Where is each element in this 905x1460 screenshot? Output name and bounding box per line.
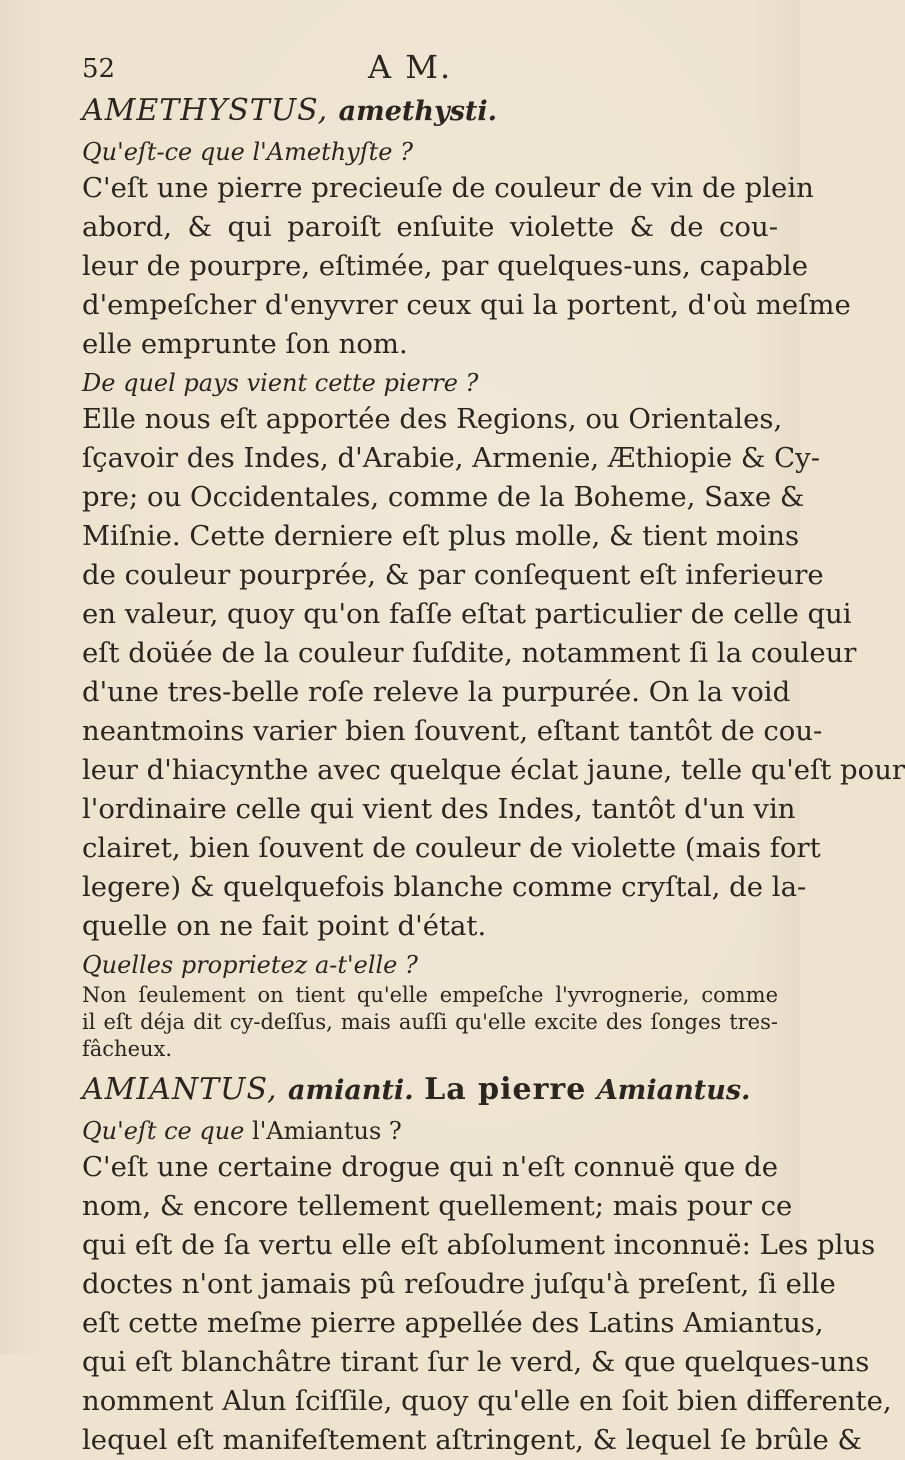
text-line: nom, & encore tellement quellement; mais pour ce: [82, 1190, 793, 1222]
text-line: fâcheux.: [82, 1037, 173, 1061]
text-line: clairet, bien ſouvent de couleur de violette (mais fort: [82, 832, 821, 864]
running-title: A M.: [368, 48, 453, 86]
text-line: neantmoins varier bien ſouvent, eſtant tantôt de cou-: [82, 715, 823, 747]
question-heading: [82, 1114, 778, 1148]
text-line: qui eſt de ſa vertu elle eſt abſolument inconnuë: Les plus: [82, 1229, 876, 1261]
running-head: [58, 48, 758, 86]
entry-headword: AMIANTUS: [82, 1072, 267, 1107]
question-heading: Qu'eſt-ce que l'Amethyſte ?: [82, 138, 413, 166]
page-number: 52: [82, 54, 116, 84]
text-line: legere) & quelquefois blanche comme cryſtal, de la-: [82, 871, 807, 903]
text-line: de couleur pourprée, & par conſequent eſt inferieure: [82, 559, 824, 591]
text-line: pre; ou Occidentales, comme de la Boheme, Saxe &: [82, 481, 805, 513]
text-line: C'eſt une pierre precieuſe de couleur de vin de plein: [82, 172, 814, 204]
answer-paragraph-small: [82, 982, 778, 1063]
text-line: lequel eſt manifeſtement aſtringent, & lequel ſe brûle &: [82, 1424, 862, 1456]
entry-gloss: amianti.: [288, 1075, 414, 1106]
text-line: eſt doüée de la couleur ſuſdite, notamment ſi la couleur: [82, 637, 857, 669]
question-term: l'Amiantus ?: [252, 1117, 402, 1145]
answer-paragraph: [82, 1148, 892, 1460]
text-line: qui eſt blanchâtre tirant ſur le verd, & que quelques-uns: [82, 1346, 870, 1378]
text-line: l'ordinaire celle qui vient des Indes, tantôt d'un vin: [82, 793, 796, 825]
question-heading: De quel pays vient cette pierre ?: [82, 369, 479, 397]
text-line: nomment Alun ſciſſile, quoy qu'elle en ſoit bien differente,: [82, 1385, 892, 1417]
entry-gloss-plain: La pierre: [424, 1072, 587, 1107]
text-line: d'une tres-belle roſe releve la purpurée. On la void: [82, 676, 791, 708]
entry-gloss-latin: Amiantus.: [596, 1075, 751, 1106]
text-line: elle emprunte ſon nom.: [82, 328, 408, 360]
entry-title-amethystus: AMETHYSTUS, amethysti.: [82, 93, 498, 128]
question-text: Qu'eſt ce que: [82, 1117, 245, 1145]
answer-paragraph: [82, 400, 905, 946]
text-line: ſçavoir des Indes, d'Arabie, Armenie, Æthiopie & Cy-: [82, 442, 821, 474]
entry-headword: AMETHYSTUS: [82, 93, 318, 128]
entry-gloss: amethysti.: [338, 96, 498, 127]
text-line: eſt cette meſme pierre appellée des Latins Amiantus,: [82, 1307, 824, 1339]
text-line: quelle on ne fait point d'état.: [82, 910, 487, 942]
text-line: abord, & qui paroiſt enſuite violette & de cou-: [82, 211, 778, 243]
text-line: Non ſeulement on tient qu'elle empeſche l'yvrognerie, comme: [82, 983, 778, 1007]
text-line: Miſnie. Cette derniere eſt plus molle, & tient moins: [82, 520, 800, 552]
text-line: d'empeſcher d'enyvrer ceux qui la portent, d'où meſme: [82, 289, 851, 321]
entry-title-amiantus: AMIANTUS, amianti. La pierre Amiantus.: [82, 1072, 751, 1107]
answer-paragraph: [82, 169, 851, 364]
text-line: Elle nous eſt apportée des Regions, ou Orientales,: [82, 403, 783, 435]
text-line: C'eſt une certaine drogue qui n'eſt connuë que de: [82, 1151, 778, 1183]
text-line: leur de pourpre, eſtimée, par quelques-uns, capable: [82, 250, 808, 282]
text-line: doctes n'ont jamais pû reſoudre juſqu'à preſent, ſi elle: [82, 1268, 836, 1300]
text-line: leur d'hiacynthe avec quelque éclat jaune, telle qu'eſt pour: [82, 754, 905, 786]
text-line: il eſt déja dit cy-deſſus, mais auſſi qu'elle excite des ſonges tres-: [82, 1010, 778, 1034]
question-heading: Quelles proprietez a-t'elle ?: [82, 951, 418, 979]
text-line: en valeur, quoy qu'on faſſe eſtat particulier de celle qui: [82, 598, 852, 630]
page-body: [82, 90, 905, 1460]
